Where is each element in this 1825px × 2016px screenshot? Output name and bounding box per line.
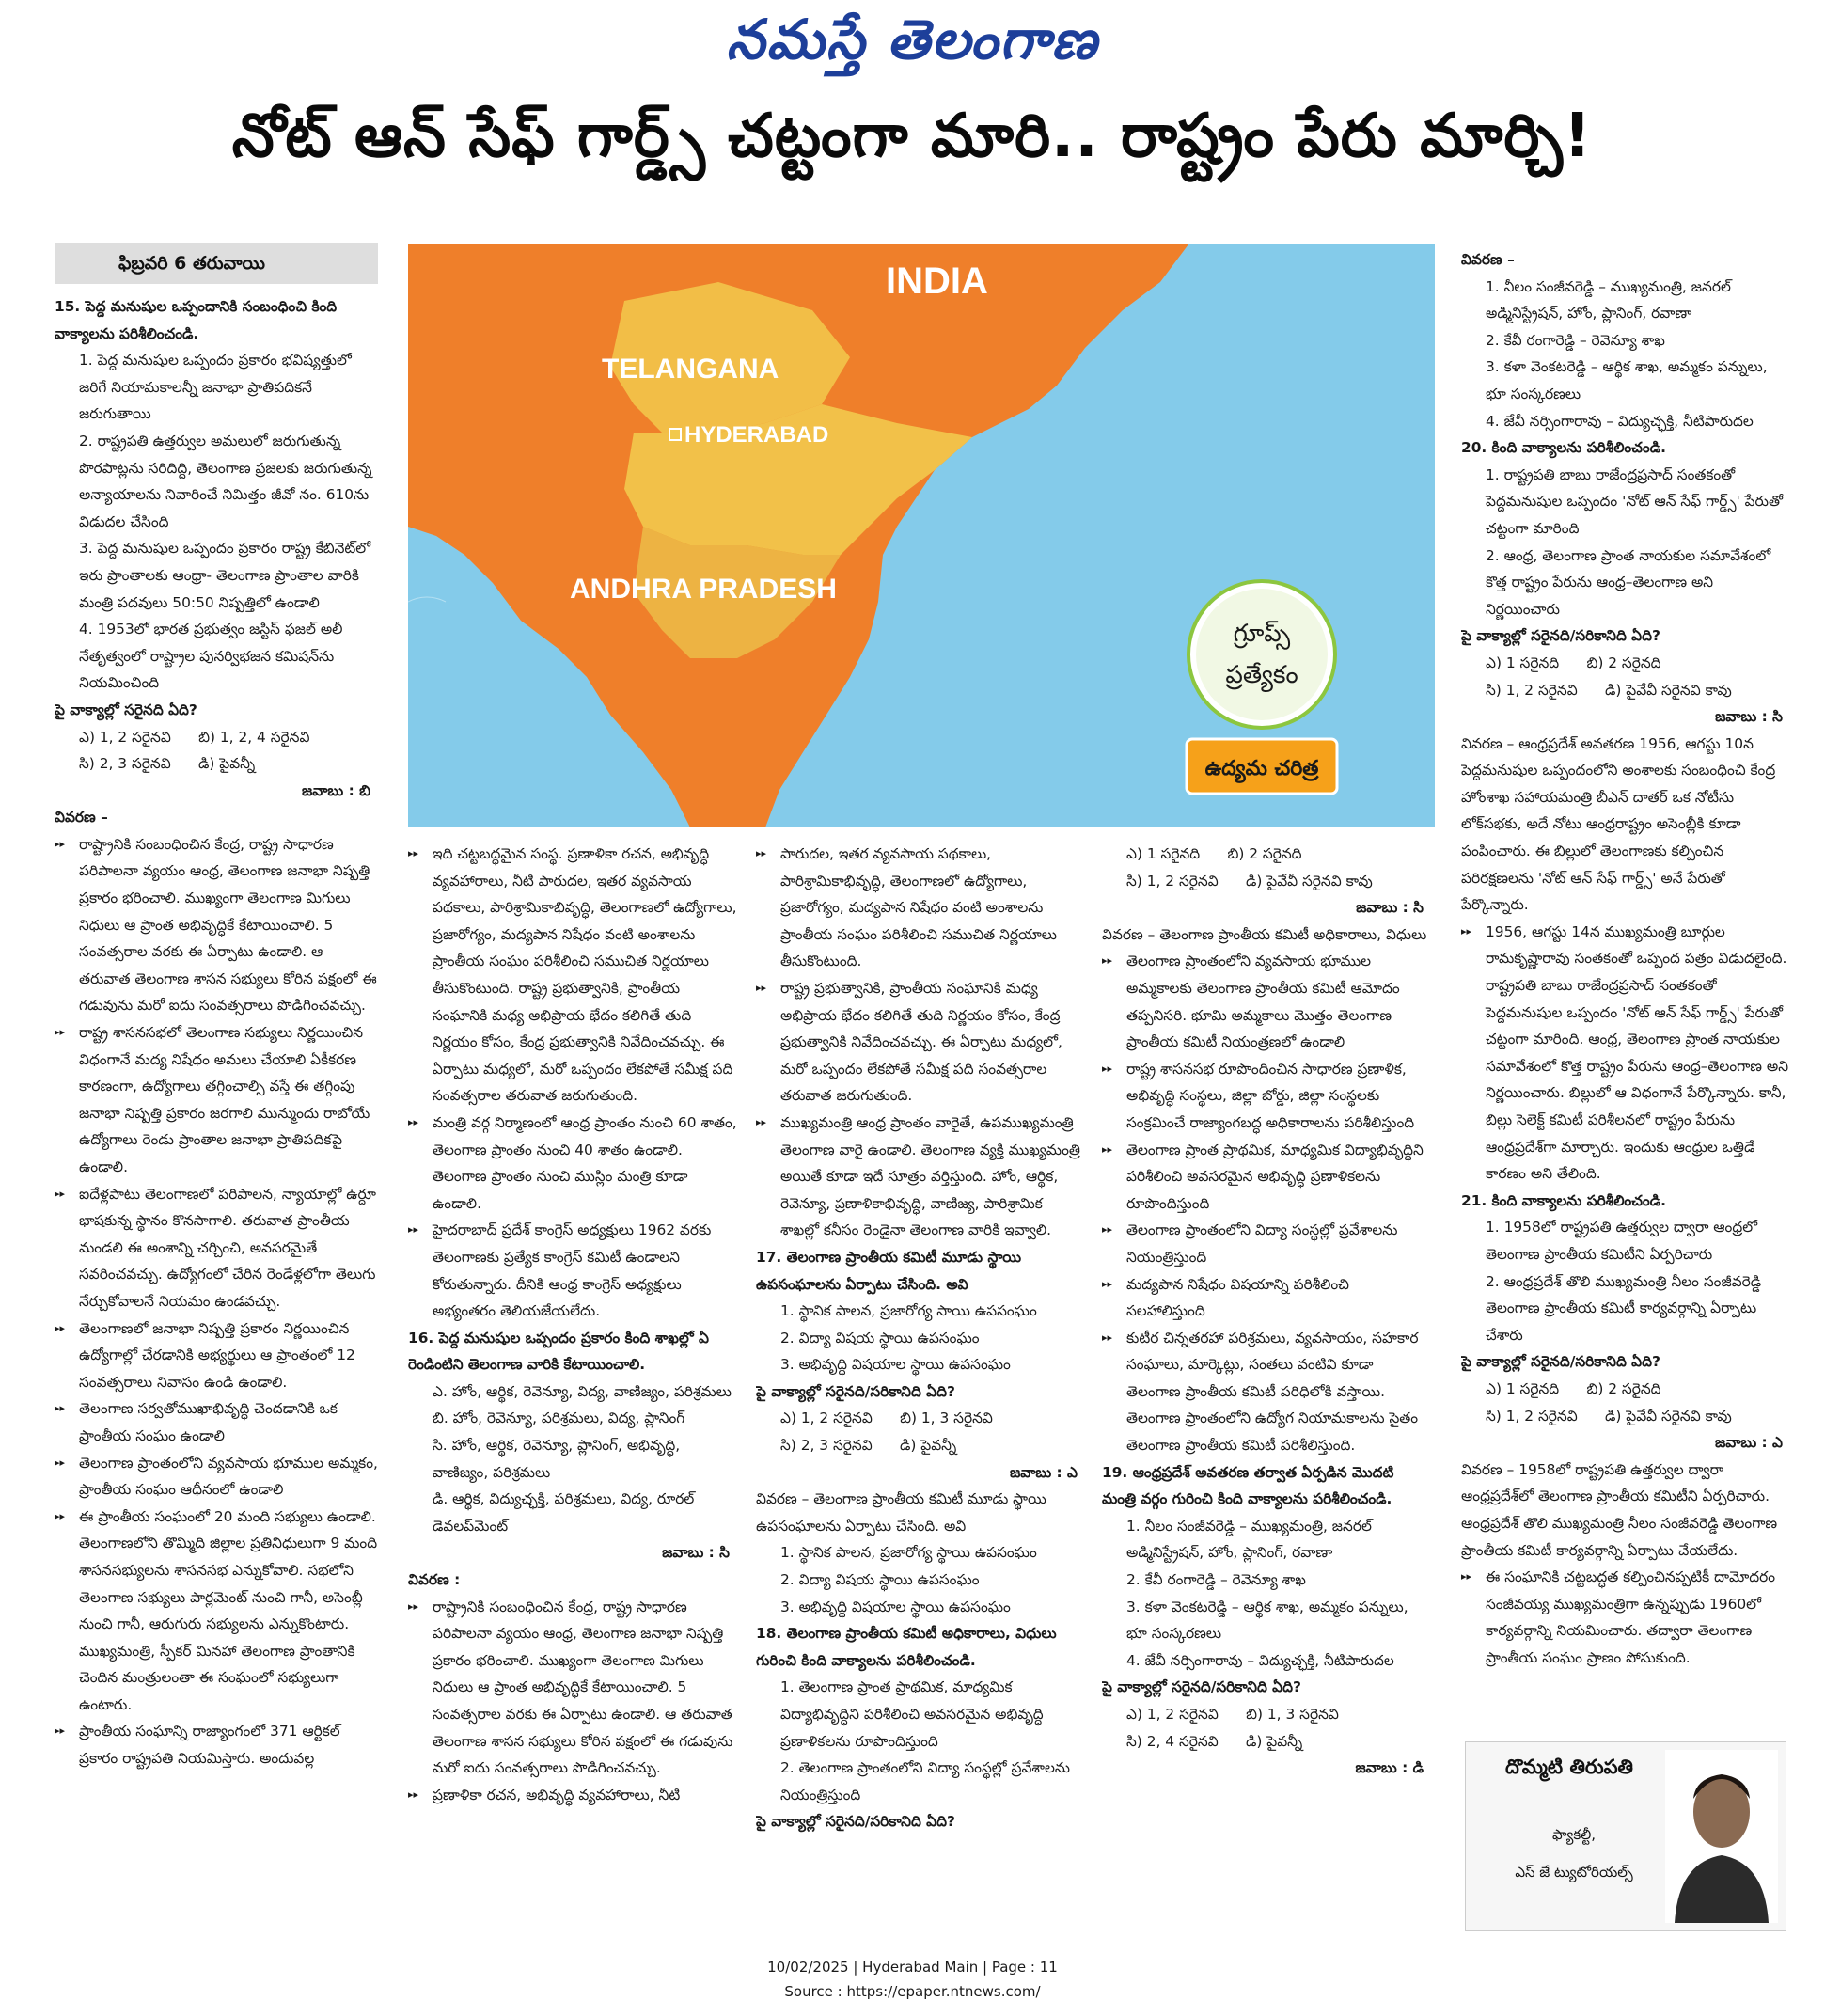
- column-1: [55, 293, 378, 1929]
- col4-paragraph: 3. కళా వెంకటరెడ్డి – ఆర్థిక శాఖ, అమ్మకం పన్నులు, భూ సంస్కరణలు: [1126, 1598, 1408, 1643]
- footer: [0, 1955, 1825, 2004]
- col4-paragraph: జవాబు : డి: [1355, 1759, 1424, 1777]
- col3-paragraph: సి) 2, 3 సరైనవి డి) పైవన్నీ: [780, 1437, 957, 1455]
- col4-paragraph: ▸▸ తెలంగాణ ప్రాంతంలోని వ్యవసాయ భూముల అమ్మకాలకు తెలంగాణ ప్రాంతీయ కమిటీ ఆమోదం తప్పనిసరి. భూమి అమ్మకాలు మొత్తం తెలంగాణ ప్రాంతీయ కమిటీ నియంత్రణలో ఉండాలి: [1102, 948, 1431, 1055]
- col1-paragraph: ▸▸ ఈ ప్రాంతీయ సంఘంలో 20 మంది సభ్యులు ఉండాలి. తెలంగాణలోని తొమ్మిది జిల్లాల ప్రతినిధులుగా 9 మంది శాసనసభ్యులను శాసనసభ ఎన్నుకోవాలి. సభలోని తెలంగాణ సభ్యులు పార్లమెంట్ నుంచి గానీ, అసెంబ్లీ నుంచి గానీ, ఆరుగురు సభ్యులను ఎన్నుకొంటారు. ముఖ్యమంత్రి, స్పీకర్ మినహా తెలంగాణ ప్రాంతానికి చెందిన మంత్రులంతా ఈ సంఘంలో సభ్యులుగా ఉంటారు.: [55, 1504, 378, 1719]
- col5-paragraph: సి) 1, 2 సరైనవి డి) పైవేవీ సరైనవి కావు: [1486, 1407, 1732, 1425]
- badge-line1: గ్రూప్స్: [1233, 620, 1291, 648]
- col1-paragraph: ఎ) 1, 2 సరైనవి బి) 1, 2, 4 సరైనవి: [79, 728, 310, 746]
- col4-paragraph: సి) 2, 4 సరైనవి డి) పైవన్నీ: [1126, 1732, 1303, 1750]
- col3-paragraph: 3. అభివృద్ధి విషయాల స్థాయి ఉపసంఘం: [780, 1356, 1011, 1374]
- col5-paragraph: 1. రాష్ట్రపతి బాబు రాజేంద్రప్రసాద్ సంతకంతో పెద్దమనుషుల ఒప్పందం 'నోట్ ఆన్ సేఫ్ గార్డ్స్' పేరుతో చట్టంగా మారింది: [1486, 465, 1784, 537]
- col2-paragraph: 16. పెద్ద మనుషుల ఒప్పందం ప్రకారం కింది శాఖల్లో ఏ రెండింటిని తెలంగాణ వారికి కేటాయించాలి.: [408, 1329, 709, 1374]
- col3-paragraph: 2. తెలంగాణ ప్రాంతంలోని విద్యా సంస్థల్లో ప్రవేశాలను నియంత్రిస్తుంది: [780, 1759, 1071, 1803]
- map-label-india: INDIA: [886, 260, 988, 302]
- col5-paragraph: 2. కేవీ రంగారెడ్డి – రెవెన్యూ శాఖ: [1486, 331, 1665, 349]
- date-label: ఫిబ్రవరి 6 తరువాయి: [55, 243, 378, 284]
- col3-paragraph: 17. తెలంగాణ ప్రాంతీయ కమిటీ మూడు స్థాయి ఉపసంఘాలను ఏర్పాటు చేసింది. అవి: [756, 1248, 1022, 1293]
- col1-paragraph: 1. పెద్ద మనుషుల ఒప్పందం ప్రకారం భవిష్యత్తులో జరిగే నియామకాలన్నీ జనాభా ప్రాతిపదికనే జరుగుతాయి: [79, 352, 352, 423]
- col1-paragraph: సి) 2, 3 సరైనవి డి) పైవన్నీ: [79, 755, 256, 773]
- col3-paragraph: పై వాక్యాల్లో సరైనది/సరికానిది ఏది?: [756, 1382, 955, 1400]
- col2-paragraph: సి. హోం, ఆర్థిక, రెవెన్యూ, ప్లానింగ్, అభివృద్ధి, వాణిజ్యం, పరిశ్రమలు: [433, 1437, 681, 1481]
- col2-paragraph: జవాబు : సి: [662, 1544, 730, 1562]
- col5-paragraph: 1. నీలం సంజీవరెడ్డి – ముఖ్యమంత్రి, జనరల్ అడ్మినిస్ట్రేషన్, హోం, ప్లానింగ్, రవాణా: [1486, 277, 1731, 323]
- col4-paragraph: ▸▸ మద్యపాన నిషేధం విషయాన్ని పరిశీలించి సలహాలిస్తుంది: [1102, 1271, 1431, 1325]
- author-role: [1475, 1816, 1673, 1891]
- col3-paragraph: ▸▸ పారుదల, ఇతర వ్యవసాయ పథకాలు, పారిశ్రామికాభివృద్ధి, తెలంగాణలో ఉద్యోగాలు, ప్రజారోగ్యం, మద్యపాన నిషేధం వంటి అంశాలను ప్రాంతీయ సంఘం పరిశీలించి సముచిత నిర్ణయాలు తీసుకొంటుంది.: [756, 841, 1085, 975]
- col4-paragraph: ఎ) 1 సరైనది బి) 2 సరైనది: [1126, 845, 1302, 862]
- col5-paragraph: ఎ) 1 సరైనది బి) 2 సరైనది: [1486, 654, 1661, 671]
- col5-paragraph: 1. 1958లో రాష్ట్రపతి ఉత్తర్వుల ద్వారా ఆంధ్రలో తెలంగాణ ప్రాంతీయ కమిటీని ఏర్పరిచారు: [1486, 1219, 1758, 1263]
- col3-paragraph: ▸▸ ముఖ్యమంత్రి ఆంధ్ర ప్రాంతం వారైతే, ఉపముఖ్యమంత్రి తెలంగాణ వారై ఉండాలి. తెలంగాణ వ్యక్తి ముఖ్యమంత్రి అయితే కూడా ఇదే సూత్రం వర్తిస్తుంది. హోం, ఆర్థిక, రెవెన్యూ, ప్రణాళికాభివృద్ధి, వాణిజ్య, పారిశ్రామిక శాఖల్లో కనీసం రెండైనా తెలంగాణ వారికి ఇవ్వాలి.: [756, 1110, 1085, 1244]
- column-5: [1461, 246, 1790, 1734]
- col3-paragraph: జవాబు : ఎ: [1009, 1463, 1078, 1481]
- col3-paragraph: 3. అభివృద్ధి విషయాల స్థాయి ఉపసంఘం: [780, 1598, 1011, 1615]
- col3-paragraph: 1. తెలంగాణ ప్రాంత ప్రాథమిక, మాధ్యమిక విద్యాభివృద్ధిని పరిశీలించి అవసరమైన అభివృద్ధి ప్రణాళికలను రూపొందిస్తుంది: [780, 1678, 1044, 1750]
- col5-paragraph: 21. కింది వాక్యాలను పరిశీలించండి.: [1461, 1191, 1666, 1209]
- masthead-logo: నమస్తే తెలంగాణ: [726, 8, 1099, 71]
- col5-paragraph: 2. ఆంధ్ర, తెలంగాణ ప్రాంత నాయకుల సమావేశంలో కొత్త రాష్ట్రం పేరును ఆంధ్ర–తెలంగాణ అని నిర్ణయించారు: [1486, 546, 1771, 618]
- col4-paragraph: 19. ఆంధ్రప్రదేశ్ అవతరణ తర్వాత ఏర్పడిన మొదటి మంత్రి వర్గం గురించి కింది వాక్యాలను పరిశీలించండి.: [1102, 1463, 1394, 1508]
- col2-paragraph: డి. ఆర్థిక, విద్యుచ్ఛక్తి, పరిశ్రమలు, విద్య, రూరల్ డెవలప్‌మెంట్: [433, 1490, 695, 1535]
- col1-paragraph: ▸▸ ఐదేళ్లపాటు తెలంగాణలో పరిపాలన, న్యాయాల్లో ఉర్దూ భాషకున్న స్థానం కొనసాగాలి. తరువాత ప్రాంతీయ మండలి ఈ అంశాన్ని చర్చించి, అవసరమైతే సవరించవచ్చు. ఉద్యోగంలో చేరిన రెండేళ్లలోగా తెలుగు నేర్చుకోవాలనే నియమం ఉండవచ్చు.: [55, 1181, 378, 1315]
- col4-paragraph: 2. కేవీ రంగారెడ్డి – రెవెన్యూ శాఖ: [1126, 1571, 1306, 1589]
- col1-paragraph: ▸▸ ప్రాంతీయ సంఘాన్ని రాజ్యాంగంలో 371 ఆర్టికల్ ప్రకారం రాష్ట్రపతి నియమిస్తారు. అందువల్ల: [55, 1718, 378, 1772]
- footer-date-page: 10/02/2025 | Hyderabad Main | Page : 11: [767, 1959, 1058, 1976]
- col1-paragraph: ▸▸ తెలంగాణ ప్రాంతంలోని వ్యవసాయ భూముల అమ్మకం, ప్రాంతీయ సంఘం ఆధీనంలో ఉండాలి: [55, 1450, 378, 1504]
- col1-paragraph: వివరణ –: [55, 809, 108, 827]
- map-label-andhra-pradesh: ANDHRA PRADESH: [570, 574, 837, 605]
- col5-paragraph: జవాబు : సి: [1715, 708, 1783, 726]
- col4-paragraph: జవాబు : సి: [1356, 899, 1424, 917]
- col1-paragraph: జవాబు : బి: [302, 781, 370, 799]
- col1-paragraph: ▸▸ రాష్ట్ర శాసనసభలో తెలంగాణ సభ్యులు నిర్ణయించిన విధంగానే మద్య నిషేధం అమలు చేయాలి ఏకీకరణ కారణంగా, ఉద్యోగాలు తగ్గించాల్సి వస్తే ఈ తగ్గింపు జనాభా నిష్పత్తి ప్రకారం జరగాలి మున్ముందు రాబోయే ఉద్యోగాలు రెండు ప్రాంతాల జనాభా ప్రాతిపదికపై ఉండాలి.: [55, 1019, 378, 1181]
- col2-paragraph: ▸▸ మంత్రి వర్గ నిర్మాణంలో ఆంధ్ర ప్రాంతం నుంచి 60 శాతం, తెలంగాణ ప్రాంతం నుంచి 40 శాతం ఉండాలి. తెలంగాణ ప్రాంతం నుంచి ముస్లిం మంత్రి కూడా ఉండాలి.: [408, 1110, 737, 1217]
- author-title: ఫ్యాకల్టీ,: [1552, 1826, 1596, 1843]
- col4-paragraph: ▸▸ తెలంగాణ ప్రాంతంలోని విద్యా సంస్థల్లో ప్రవేశాలను నియంత్రిస్తుంది: [1102, 1217, 1431, 1270]
- column-4: [1102, 841, 1431, 1922]
- col4-paragraph: ▸▸ తెలంగాణ ప్రాంత ప్రాథమిక, మాధ్యమిక విద్యాభివృద్ధిని పరిశీలించి అవసరమైన అభివృద్ధి ప్రణాళికలను రూపొందిస్తుంది: [1102, 1137, 1431, 1218]
- col2-paragraph: వివరణ :: [408, 1571, 461, 1589]
- col2-paragraph: ▸▸ ప్రణాళికా రచన, అభివృద్ధి వ్యవహారాలు, నీటి: [408, 1782, 737, 1809]
- col2-paragraph: బి. హోం, రెవెన్యూ, పరిశ్రమలు, విద్య, ప్లానింగ్: [433, 1410, 685, 1427]
- col1-paragraph: ▸▸ తెలంగాణలో జనాభా నిష్పత్తి ప్రకారం నిర్ణయించిన ఉద్యోగాల్లో చేరడానికి అభ్యర్థులు ఆ ప్రాంతంలో 12 సంవత్సరాలు నివాసం ఉండి ఉండాలి.: [55, 1315, 378, 1396]
- col5-paragraph: 4. జేవీ నర్సింగారావు – విద్యుచ్ఛక్తి, నీటిపారుదల: [1486, 412, 1754, 430]
- col1-paragraph: 4. 1953లో భారత ప్రభుత్వం జస్టిస్ ఫజల్ అలీ నేతృత్వంలో రాష్ట్రాల పునర్విభజన కమిషన్‌ను నియమించింది: [79, 621, 343, 692]
- col3-paragraph: పై వాక్యాల్లో సరైనది/సరికానిది ఏది?: [756, 1813, 955, 1831]
- groups-special-badge: [1183, 579, 1341, 803]
- col4-paragraph: వివరణ – తెలంగాణ ప్రాంతీయ కమిటీ అధికారాలు, విధులు: [1102, 925, 1427, 943]
- col3-paragraph: 1. స్థానిక పాలన, ప్రజారోగ్య సాయి ఉపసంఘం: [780, 1302, 1037, 1320]
- col1-paragraph: ▸▸ రాష్ట్రానికి సంబంధించిన కేంద్ర, రాష్ట్ర సాధారణ పరిపాలనా వ్యయం ఆంధ్ర, తెలంగాణ జనాభా నిష్పత్తి ప్రకారం భరించాలి. ముఖ్యంగా తెలంగాణ మిగులు నిధులు ఆ ప్రాంత అభివృద్ధికే కేటాయించాలి. 5 సంవత్సరాల వరకు ఈ ఏర్పాటు ఉండాలి. ఆ తరువాత తెలంగాణ శాసన సభ్యులు కోరిన పక్షంలో ఈ గడువును మరో ఐదు సంవత్సరాలు పొడిగించవచ్చు.: [55, 831, 378, 1019]
- col4-paragraph: ఎ) 1, 2 సరైనవి బి) 1, 3 సరైనవి: [1126, 1706, 1339, 1723]
- column-3: [756, 841, 1085, 1922]
- col5-paragraph: 20. కింది వాక్యాలను పరిశీలించండి.: [1461, 439, 1666, 457]
- col1-paragraph: ▸▸ తెలంగాణ సర్వతోముఖాభివృద్ధి చెందడానికి ఒక ప్రాంతీయ సంఘం ఉండాలి: [55, 1395, 378, 1449]
- col5-paragraph: వివరణ – 1958లో రాష్ట్రపతి ఉత్తర్వుల ద్వారా ఆంధ్రప్రదేశ్‌లో తెలంగాణ ప్రాంతీయ కమిటీని ఏర్పరిచారు. ఆంధ్రప్రదేశ్ తొలి ముఖ్యమంత్రి నీలం సంజీవరెడ్డి తెలంగాణ ప్రాంతీయ కమిటీ కార్యవర్గాన్ని ఏర్పాటు చేయలేదు.: [1461, 1460, 1778, 1559]
- col3-paragraph: ఎ) 1, 2 సరైనవి బి) 1, 3 సరైనవి: [780, 1410, 993, 1427]
- col1-paragraph: 3. పెద్ద మనుషుల ఒప్పందం ప్రకారం రాష్ట్ర కేబినెట్‌లో ఇరు ప్రాంతాలకు ఆంధ్రా- తెలంగాణ ప్రాంతాల వారికి మంత్రి పదవులు 50:50 నిష్పత్తిలో ఉండాలి: [79, 540, 371, 611]
- map-label-hyderabad: HYDERABAD: [684, 422, 829, 448]
- col3-paragraph: ▸▸ రాష్ట్ర ప్రభుత్వానికి, ప్రాంతీయ సంఘానికి మధ్య అభిప్రాయ భేదం కలిగితే తుది నిర్ణయం కోసం, కేంద్ర ప్రభుత్వానికి నివేదించవచ్చు. ఈ ఏర్పాటు మధ్యలో, మరో ఒప్పందం లేకపోతే సమీక్ష పది సంవత్సరాల తరువాత జరుగుతుంది.: [756, 975, 1085, 1110]
- col3-paragraph: వివరణ – తెలంగాణ ప్రాంతీయ కమిటీ మూడు స్థాయి ఉపసంఘాలను ఏర్పాటు చేసింది. అవి: [756, 1490, 1046, 1535]
- column-2: [408, 841, 737, 1922]
- col4-paragraph: పై వాక్యాల్లో సరైనది/సరికానిది ఏది?: [1102, 1678, 1301, 1696]
- col5-paragraph: ఎ) 1 సరైనది బి) 2 సరైనది: [1486, 1379, 1661, 1397]
- col5-paragraph: ▸▸ ఈ సంఘానికి చట్టబద్ధత కల్పించినప్పటికీ దామోదరం సంజీవయ్య ముఖ్యమంత్రిగా ఉన్నప్పుడు 1960లో కార్యవర్గాన్ని నియమించారు. తద్వారా తెలంగాణ ప్రాంతీయ సంఘం ప్రాణం పోసుకుంది.: [1461, 1564, 1790, 1671]
- col2-paragraph: ▸▸ హైదరాబాద్ ప్రదేశ్ కాంగ్రెస్ అధ్యక్షులు 1962 వరకు తెలంగాణకు ప్రత్యేక కాంగ్రెస్ కమిటీ ఉండాలని కోరుతున్నారు. దీనికి ఆంధ్ర కాంగ్రెస్ అధ్యక్షులు అభ్యంతరం తెలియజేయలేదు.: [408, 1217, 737, 1324]
- col5-paragraph: వివరణ – ఆంధ్రప్రదేశ్ అవతరణ 1956, ఆగస్టు 10న పెద్దమనుషుల ఒప్పందంలోని అంశాలకు సంబంధించి కేంద్ర హోంశాఖ సహాయమంత్రి బీఎన్ దాతర్ ఒక నోటీసు లోక్‌సభకు, అదే నోటు ఆంధ్రరాష్ట్రం అసెంబ్లీకి కూడా పంపించారు. ఈ బిల్లులో తెలంగాణకు కల్పించిన పరిరక్షణలను 'నోట్ ఆన్ సేఫ్ గార్డ్స్' అనే పేరుతో పేర్కొన్నారు.: [1461, 734, 1776, 914]
- col1-paragraph: 15. పెద్ద మనుషుల ఒప్పందానికి సంబంధించి కింది వాక్యాలను పరిశీలించండి.: [55, 298, 338, 342]
- col3-paragraph: 1. స్థానిక పాలన, ప్రజారోగ్య స్థాయి ఉపసంఘం: [780, 1544, 1037, 1562]
- author-org: ఎస్ జే ట్యుటోరియల్స్: [1515, 1864, 1633, 1881]
- col2-paragraph: ▸▸ రాష్ట్రానికి సంబంధించిన కేంద్ర, రాష్ట్ర సాధారణ పరిపాలనా వ్యయం ఆంధ్ర, తెలంగాణ జనాభా నిష్పత్తి ప్రకారం భరించాలి. ముఖ్యంగా తెలంగాణ మిగులు నిధులు ఆ ప్రాంత అభివృద్ధికే కేటాయించాలి. 5 సంవత్సరాల వరకు ఈ ఏర్పాటు ఉండాలి. ఆ తరువాత తెలంగాణ శాసన సభ్యులు కోరిన పక్షంలో ఈ గడువును మరో ఐదు సంవత్సరాలు పొడిగించవచ్చు.: [408, 1594, 737, 1782]
- col3-paragraph: 2. విద్యా విషయ స్థాయి ఉపసంఘం: [780, 1571, 980, 1589]
- col5-paragraph: పై వాక్యాల్లో సరైనది/సరికానిది ఏది?: [1461, 1353, 1660, 1371]
- badge-line3: ఉద్యమ చరిత్ర: [1204, 757, 1319, 780]
- col5-paragraph: 2. ఆంధ్రప్రదేశ్ తొలి ముఖ్యమంత్రి నీలం సంజీవరెడ్డి తెలంగాణ ప్రాంతీయ కమిటీ కార్యవర్గాన్ని ఏర్పాటు చేశారు: [1486, 1272, 1762, 1344]
- col5-paragraph: వివరణ –: [1461, 251, 1515, 268]
- col5-paragraph: ▸▸ 1956, ఆగస్టు 14న ముఖ్యమంత్రి బూర్గుల రామకృష్ణారావు సంతకంతో ఒప్పంద పత్రం విడుదలైంది. రాష్ట్రపతి బాబు రాజేంద్రప్రసాద్ సంతకంతో పెద్దమనుషుల ఒప్పందం 'నోట్ ఆన్ సేఫ్ గార్డ్స్' పేరుతో చట్టంగా మారింది. ఆంధ్ర, తెలంగాణ ప్రాంత నాయకుల సమావేశంలో కొత్త రాష్ట్రం పేరును ఆంధ్ర–తెలంగాణ అని నిర్ణయించారు. బిల్లులో ఆ విధంగానే పేర్కొన్నారు. కానీ, బిల్లు సెలెక్ట్ కమిటీ పరిశీలనలో రాష్ట్రం పేరును ఆంధ్రప్రదేశ్‌గా మార్చారు. ఇందుకు ఆంధ్రుల ఒత్తిడే కారణం అని తేలింది.: [1461, 919, 1790, 1188]
- col4-paragraph: 1. నీలం సంజీవరెడ్డి – ముఖ్యమంత్రి, జనరల్ అడ్మినిస్ట్రేషన్, హోం, ప్లానింగ్, రవాణా: [1126, 1517, 1372, 1562]
- col4-paragraph: సి) 1, 2 సరైనవి డి) పైవేవీ సరైనవి కావు: [1126, 872, 1373, 890]
- col1-paragraph: పై వాక్యాల్లో సరైనది ఏది?: [55, 701, 197, 718]
- col1-paragraph: 2. రాష్ట్రపతి ఉత్తర్వుల అమలులో జరుగుతున్న పొరపాట్లను సరిదిద్ది, తెలంగాణ ప్రజలకు జరుగుతున్న అన్యాయాలను నివారించే నిమిత్తం జీవో నం. 610ను విడుదల చేసింది: [79, 432, 372, 530]
- headline: నోట్ ఆన్ సేఫ్ గార్డ్స్ చట్టంగా మారి.. రాష్ట్రం పేరు మార్చి!: [231, 102, 1593, 171]
- author-card: [1465, 1741, 1786, 1931]
- col4-paragraph: ▸▸ రాష్ట్ర శాసనసభ రూపొందించిన సాధారణ ప్రణాళిక, అభివృద్ధి సంస్థలు, జిల్లా బోర్డు, జిల్లా సంస్థలకు సంక్రమించే రాజ్యాంగబద్ధ అధికారాలను పరిశీలిస్తుంది: [1102, 1056, 1431, 1137]
- footer-source: Source : https://epaper.ntnews.com/: [784, 1983, 1041, 2000]
- col2-paragraph: ఎ. హోం, ఆర్థిక, రెవెన్యూ, విద్య, వాణిజ్యం, పరిశ్రమలు: [433, 1382, 732, 1400]
- col5-paragraph: 3. కళా వెంకటరెడ్డి – ఆర్థిక శాఖ, అమ్మకం పన్నులు, భూ సంస్కరణలు: [1486, 358, 1768, 402]
- col5-paragraph: సి) 1, 2 సరైనవి డి) పైవేవీ సరైనవి కావు: [1486, 681, 1732, 699]
- author-name: దొమ్మటి తిరుపతి: [1505, 1756, 1633, 1778]
- col2-paragraph: ▸▸ ఇది చట్టబద్ధమైన సంస్థ. ప్రణాళికా రచన, అభివృద్ధి వ్యవహారాలు, నీటి పారుదల, ఇతర వ్యవసాయ పథకాలు, పారిశ్రామికాభివృద్ధి, తెలంగాణలో ఉద్యోగాలు, ప్రజారోగ్యం, మద్యపాన నిషేధం వంటి అంశాలను ప్రాంతీయ సంఘం పరిశీలించి సముచిత నిర్ణయాలు తీసుకొంటుంది. రాష్ట్ర ప్రభుత్వానికి, ప్రాంతీయ సంఘానికి మధ్య అభిప్రాయ భేదం కలిగితే తుది నిర్ణయం కోసం, కేంద్ర ప్రభుత్వానికి నివేదించవచ్చు. ఈ ఏర్పాటు మధ్యలో, మరో ఒప్పందం లేకపోతే సమీక్ష పది సంవత్సరాల తరువాత జరుగుతుంది.: [408, 841, 737, 1110]
- col5-paragraph: జవాబు : ఎ: [1714, 1434, 1783, 1452]
- map-label-telangana: TELANGANA: [602, 354, 779, 385]
- col3-paragraph: 2. విద్యా విషయ స్థాయి ఉపసంఘం: [780, 1329, 980, 1347]
- col4-paragraph: 4. జేవీ నర్సింగారావు – విద్యుచ్ఛక్తి, నీటిపారుదల: [1126, 1651, 1394, 1669]
- col5-paragraph: పై వాక్యాల్లో సరైనది/సరికానిది ఏది?: [1461, 627, 1660, 645]
- author-photo: [1665, 1750, 1778, 1923]
- col3-paragraph: 18. తెలంగాణ ప్రాంతీయ కమిటీ అధికారాలు, విధులు గురించి కింది వాక్యాలను పరిశీలించండి.: [756, 1625, 1057, 1669]
- badge-line2: ప్రత్యేకం: [1225, 661, 1298, 689]
- col4-paragraph: ▸▸ కుటీర చిన్నతరహా పరిశ్రమలు, వ్యవసాయం, సహకార సంఘాలు, మార్కెట్లు, సంతలు వంటివి కూడా తెలంగాణ ప్రాంతీయ కమిటీ పరిధిలోకి వస్తాయి. తెలంగాణ ప్రాంతంలోని ఉద్యోగ నియామకాలను సైతం తెలంగాణ ప్రాంతీయ కమిటీ పరిశీలిస్తుంది.: [1102, 1325, 1431, 1459]
